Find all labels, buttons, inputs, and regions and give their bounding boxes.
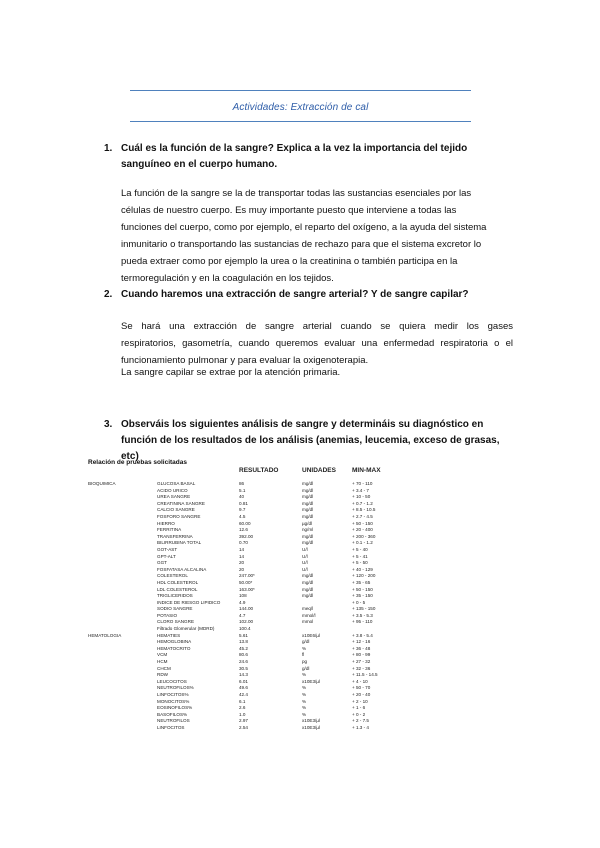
lab-header-cell: UNIDADES xyxy=(302,467,336,474)
lab-cell: 247.00* xyxy=(239,573,255,579)
lab-header-cell: RESULTADO xyxy=(239,467,279,474)
lab-cell: 144.00 xyxy=(239,606,254,612)
lab-table-row xyxy=(88,587,432,594)
lab-table-row xyxy=(88,646,432,653)
lab-cell: LDL COLESTEROL xyxy=(157,586,198,592)
answer-line: células de nuestro cuerpo. Es muy importante puesto que interviene a todas las xyxy=(121,205,457,216)
lab-table-row xyxy=(88,507,432,514)
lab-cell: U/l xyxy=(302,560,308,566)
lab-table-row xyxy=(88,666,432,673)
lab-cell xyxy=(88,606,157,613)
lab-cell: U/l xyxy=(302,546,308,552)
lab-cell: + 70 - 110 xyxy=(352,481,373,486)
question-number: 1. xyxy=(104,143,113,154)
lab-table-row xyxy=(88,699,432,706)
lab-cell xyxy=(88,725,157,732)
lab-cell: 24.6 xyxy=(239,659,248,665)
lab-cell: Filtrado Glomerular (MDRD) xyxy=(157,626,215,632)
lab-cell: % xyxy=(302,645,307,651)
lab-cell: mg/dl xyxy=(302,573,314,579)
lab-cell: + 1.3 - 4 xyxy=(352,724,369,730)
lab-cell: x10E3/µl xyxy=(302,678,320,684)
lab-cell: POTASIO xyxy=(157,612,178,618)
lab-cell xyxy=(88,534,157,541)
lab-table-row xyxy=(88,521,432,528)
lab-cell: + 120 - 200 xyxy=(352,573,376,579)
lab-cell xyxy=(88,613,157,620)
lab-cell xyxy=(88,507,157,514)
lab-cell: mg/dl xyxy=(302,593,314,599)
lab-cell: + 35 - 150 xyxy=(352,593,373,599)
lab-cell: 42.4 xyxy=(239,692,248,697)
lab-table-row xyxy=(88,488,432,495)
lab-cell: RDW xyxy=(157,672,168,678)
lab-cell: + 2.7 - 4.5 xyxy=(352,513,373,519)
lab-cell xyxy=(302,626,352,633)
answer-line: funcionamiento pulmonar y para evaluar la oxigenoterapia. xyxy=(121,355,369,366)
lab-table-row xyxy=(88,705,432,712)
lab-table-row xyxy=(88,639,432,646)
lab-table-row xyxy=(88,501,432,508)
lab-cell: 30.5 xyxy=(239,665,248,671)
lab-cell: VCM xyxy=(157,652,168,658)
lab-table-row xyxy=(88,534,432,541)
lab-cell: 392.00 xyxy=(239,533,254,539)
lab-cell xyxy=(88,540,157,547)
lab-cell: FOSFORO SANGRE xyxy=(157,513,201,519)
lab-cell: 20 xyxy=(239,560,245,566)
lab-cell: 108 xyxy=(239,593,247,599)
lab-cell: g/dl xyxy=(302,639,310,645)
lab-cell: 2.54 xyxy=(239,724,248,730)
lab-cell: U/l xyxy=(302,566,308,572)
answer-line: La sangre capilar se extrae por la atención primaria. xyxy=(121,367,341,378)
lab-cell xyxy=(88,685,157,692)
lab-cell: 0.70 xyxy=(239,540,248,546)
lab-cell xyxy=(88,626,157,633)
lab-cell: + 5 - 40 xyxy=(352,546,368,552)
answer-line: respiratorios, gasometría, cuando queremos evaluar una enfermedad respiratoria o el xyxy=(121,338,513,349)
lab-header-cell xyxy=(157,461,239,481)
lab-cell xyxy=(302,600,352,607)
lab-cell: 13.8 xyxy=(239,639,248,645)
lab-cell: + 0 - 2 xyxy=(352,711,366,717)
lab-header-cell xyxy=(88,461,157,481)
lab-table-row xyxy=(88,573,432,580)
lab-cell: 50.00* xyxy=(239,579,253,585)
lab-cell xyxy=(88,567,157,574)
lab-cell: GLUCOSA BASAL xyxy=(157,481,196,486)
question-text: Cuál es la función de la sangre? Explica a la vez la importancia del tejido sanguíneo en el cuerpo humano. xyxy=(121,143,468,170)
lab-table-row xyxy=(88,712,432,719)
lab-cell: + 8.5 - 10.5 xyxy=(352,507,376,513)
lab-cell: + 200 - 360 xyxy=(352,533,376,539)
lab-cell: LINFOCITOS% xyxy=(157,692,189,697)
lab-cell: CREATININA SANGRE xyxy=(157,500,205,506)
lab-cell: HEMATOCRITO xyxy=(157,645,191,651)
lab-report-title: Relación de pruebas solicitadas xyxy=(88,459,187,466)
lab-cell: 102.00 xyxy=(239,619,254,625)
lab-cell: + 0.7 - 1.2 xyxy=(352,500,373,506)
answer-line: termoregulación y en la coagulación en los tejidos. xyxy=(121,273,334,284)
answer-line: inmunitario o transportando las sustancias de rechazo para que el sistema excretor lo xyxy=(121,239,482,250)
lab-cell: mg/dl xyxy=(302,579,314,585)
lab-cell: + 135 - 150 xyxy=(352,606,376,612)
lab-cell xyxy=(88,692,157,699)
lab-cell: + 80 - 99 xyxy=(352,652,371,658)
lab-header-cell: MIN-MAX xyxy=(352,467,381,474)
lab-cell xyxy=(88,560,157,567)
lab-cell: 4.5 xyxy=(239,513,246,519)
lab-cell: mmol xyxy=(302,619,314,625)
answer-line: funciones del cuerpo, como por ejemplo, el reparto del oxígeno, a la ayuda del sistema xyxy=(121,222,487,233)
lab-table-row xyxy=(88,659,432,666)
lab-cell: BILIRRUBINA TOTAL xyxy=(157,540,202,546)
lab-cell: % xyxy=(302,705,307,711)
lab-cell: mg/dl xyxy=(302,494,314,500)
lab-cell: + 5 - 41 xyxy=(352,553,368,559)
lab-table-row xyxy=(88,514,432,521)
lab-cell: 163.00* xyxy=(239,586,255,592)
lab-cell: 45.2 xyxy=(239,645,248,651)
lab-cell: 40 xyxy=(239,494,245,500)
lab-cell: + 12 - 16 xyxy=(352,639,371,645)
lab-cell: % xyxy=(302,698,307,704)
lab-cell: + 40 - 129 xyxy=(352,566,373,572)
lab-cell: 12.6 xyxy=(239,527,248,533)
lab-cell: + 20 - 400 xyxy=(352,527,373,533)
lab-table-row xyxy=(88,540,432,547)
lab-cell: + 2 - 7.5 xyxy=(352,718,369,724)
lab-cell: mg/dl xyxy=(302,533,314,539)
lab-table-row xyxy=(88,527,432,534)
lab-table-row xyxy=(88,606,432,613)
lab-cell: + 3.4 - 7 xyxy=(352,487,369,493)
lab-cell: 6.01 xyxy=(239,678,248,684)
lab-table-row xyxy=(88,567,432,574)
lab-cell: CHCM xyxy=(157,665,171,671)
lab-table-row xyxy=(88,613,432,620)
lab-cell: + 5 - 50 xyxy=(352,560,368,566)
lab-cell xyxy=(88,580,157,587)
lab-cell: NEUTROFILOS xyxy=(157,718,190,724)
lab-cell xyxy=(88,699,157,706)
lab-cell: x10E3/µl xyxy=(302,718,320,724)
answer-line: La función de la sangre se la de transportar todas las sustancias esenciales por las xyxy=(121,188,472,199)
lab-cell: µg/dl xyxy=(302,520,313,526)
lab-cell xyxy=(88,666,157,673)
lab-cell: + 3.5 - 5.3 xyxy=(352,612,373,618)
lab-cell xyxy=(88,619,157,626)
lab-cell xyxy=(88,718,157,725)
lab-cell xyxy=(88,672,157,679)
lab-cell: + 2 - 10 xyxy=(352,698,368,704)
lab-cell: mg/dl xyxy=(302,540,314,546)
lab-cell xyxy=(88,501,157,508)
lab-table-row xyxy=(88,547,432,554)
lab-table-row xyxy=(88,672,432,679)
question-text: Cuando haremos una extracción de sangre arterial? Y de sangre capilar? xyxy=(121,289,469,300)
lab-table-row xyxy=(88,652,432,659)
lab-cell xyxy=(88,705,157,712)
lab-cell: 5.61 xyxy=(239,632,248,638)
lab-table-row xyxy=(88,560,432,567)
lab-cell: + 0 - 5 xyxy=(352,599,366,605)
lab-cell: 9.7 xyxy=(239,507,246,513)
lab-cell: g/dl xyxy=(302,665,310,671)
lab-cell: mmol/l xyxy=(302,612,316,618)
lab-table-row xyxy=(88,593,432,600)
lab-cell: HCM xyxy=(157,659,168,665)
lab-cell xyxy=(352,626,432,633)
lab-table-row xyxy=(88,685,432,692)
lab-cell: x10E3/µl xyxy=(302,724,320,730)
lab-cell xyxy=(88,573,157,580)
lab-cell: 86 xyxy=(239,481,245,486)
lab-cell xyxy=(88,712,157,719)
lab-cell: 60.00 xyxy=(239,520,251,526)
lab-cell: 14 xyxy=(239,553,245,559)
question-number: 3. xyxy=(104,419,113,430)
lab-cell: 14 xyxy=(239,546,245,552)
lab-cell: 4.9 xyxy=(239,599,246,605)
lab-cell: mg/dl xyxy=(302,487,314,493)
lab-cell: COLESTEROL xyxy=(157,573,188,579)
lab-cell: CALCIO SANGRE xyxy=(157,507,195,513)
lab-cell: 5.1 xyxy=(239,487,246,493)
lab-table-row xyxy=(88,580,432,587)
lab-table-row xyxy=(88,619,432,626)
lab-cell: EOSINOFILOS% xyxy=(157,705,193,711)
lab-cell xyxy=(88,554,157,561)
lab-cell xyxy=(88,527,157,534)
lab-cell: 49.6 xyxy=(239,685,248,691)
lab-cell: 1.0 xyxy=(239,711,246,717)
lab-table-header xyxy=(88,461,432,481)
lab-cell: 2.97 xyxy=(239,718,248,724)
lab-cell: + 95 - 110 xyxy=(352,619,373,625)
lab-cell: mg/dl xyxy=(302,586,314,592)
lab-cell: + 4 - 10 xyxy=(352,678,368,684)
lab-cell: HEMATIES xyxy=(157,632,181,638)
lab-cell: mg/dl xyxy=(302,481,314,486)
lab-cell: LINFOCITOS xyxy=(157,724,185,730)
lab-cell: + 1 - 6 xyxy=(352,705,366,711)
lab-report-table xyxy=(88,461,488,732)
lab-cell: + 27 - 32 xyxy=(352,659,371,665)
lab-cell: U/l xyxy=(302,553,308,559)
lab-cell: FERRITINA xyxy=(157,527,182,533)
lab-cell: pg xyxy=(302,659,308,665)
lab-table-row xyxy=(88,554,432,561)
lab-cell xyxy=(88,646,157,653)
lab-cell: LEUCOCITOS xyxy=(157,678,187,684)
lab-table-row xyxy=(88,494,432,501)
lab-cell xyxy=(88,679,157,686)
lab-cell: ng/ml xyxy=(302,527,314,533)
lab-cell: INDICE DE RIESGO LIPIDICO xyxy=(157,599,221,605)
lab-table-row xyxy=(88,600,432,607)
lab-cell: 6.1 xyxy=(239,698,246,704)
lab-cell: + 3.8 - 5.4 xyxy=(352,632,373,638)
lab-cell: BIOQUIMICA xyxy=(88,481,116,486)
lab-cell: HEMOGLOBINA xyxy=(157,639,192,645)
lab-cell: 14.3 xyxy=(239,672,248,678)
page-title: Actividades: Extracción de cal xyxy=(232,102,369,113)
lab-cell: 2.6 xyxy=(239,705,246,711)
lab-cell: MONOCITOS% xyxy=(157,698,190,704)
lab-table-row xyxy=(88,626,432,633)
lab-table-row xyxy=(88,481,432,488)
lab-cell: % xyxy=(302,711,307,717)
lab-cell: + 20 - 40 xyxy=(352,692,371,697)
lab-cell: + 10 - 50 xyxy=(352,494,371,500)
lab-cell: + 35 - 65 xyxy=(352,579,371,585)
lab-cell: HEMATOLOGIA xyxy=(88,632,122,638)
answer-line: pueda extraer como por ejemplo la urea o la creatinina o también participa en la xyxy=(121,256,458,267)
lab-cell: CLORO SANGRE xyxy=(157,619,195,625)
lab-cell xyxy=(88,514,157,521)
lab-cell: TRIGLICERIDOS xyxy=(157,593,193,599)
lab-table-row xyxy=(88,692,432,699)
lab-cell: % xyxy=(302,672,307,678)
lab-cell: + 0.1 - 1.2 xyxy=(352,540,373,546)
lab-cell: GOT-AST xyxy=(157,546,178,552)
lab-cell: 20 xyxy=(239,566,245,572)
lab-table-row xyxy=(88,718,432,725)
lab-cell: % xyxy=(302,692,307,697)
header-rule-bottom xyxy=(130,121,471,122)
lab-cell: 4.7 xyxy=(239,612,246,618)
question-text: Observáis los siguientes análisis de sangre y determináis su diagnóstico en función de los resultados de los análisis (anemias, leucemia, exceso de grasas, etc) xyxy=(121,419,500,462)
answer-line: Se hará una extracción de sangre arterial cuando se quiera medir los gases xyxy=(121,321,513,332)
lab-cell xyxy=(88,547,157,554)
lab-cell: + 36 - 48 xyxy=(352,645,371,651)
lab-cell: x10E6/µl xyxy=(302,632,320,638)
lab-cell xyxy=(88,652,157,659)
header-rule-top xyxy=(130,90,471,91)
lab-cell xyxy=(88,659,157,666)
lab-table-row xyxy=(88,679,432,686)
lab-table-row xyxy=(88,725,432,732)
lab-cell xyxy=(88,488,157,495)
lab-cell: 80.6 xyxy=(239,652,248,658)
lab-cell: mg/dl xyxy=(302,507,314,513)
lab-cell: + 11.5 - 14.5 xyxy=(352,672,378,678)
lab-cell xyxy=(88,521,157,528)
lab-cell: ACIDO URICO xyxy=(157,487,188,493)
lab-cell: 0.81 xyxy=(239,500,248,506)
lab-table-row xyxy=(88,633,432,640)
lab-cell: TRANSFERRINA xyxy=(157,533,193,539)
lab-cell: + 50 - 150 xyxy=(352,586,373,592)
lab-cell: SODIO SANGRE xyxy=(157,606,193,612)
lab-cell: NEUTROFILOS% xyxy=(157,685,194,691)
lab-cell: + 50 - 70 xyxy=(352,685,371,691)
lab-cell: + 32 - 36 xyxy=(352,665,371,671)
lab-cell: meq/l xyxy=(302,606,314,612)
question-number: 2. xyxy=(104,289,113,300)
lab-cell: + 50 - 150 xyxy=(352,520,373,526)
lab-cell xyxy=(88,593,157,600)
lab-cell: mg/dl xyxy=(302,513,314,519)
lab-cell: UREA SANGRE xyxy=(157,494,191,500)
lab-cell: GPT-ALT xyxy=(157,553,176,559)
lab-cell: FOSFATASA ALCALINA xyxy=(157,566,207,572)
lab-cell: mg/dl xyxy=(302,500,314,506)
lab-cell: HIERRO xyxy=(157,520,175,526)
lab-cell xyxy=(88,587,157,594)
lab-cell: 100.4 xyxy=(239,626,251,632)
lab-cell xyxy=(88,600,157,607)
lab-cell: fl xyxy=(302,652,305,658)
lab-cell: GGT xyxy=(157,560,167,566)
lab-cell: BASOFILOS% xyxy=(157,711,188,717)
lab-cell: HDL COLESTEROL xyxy=(157,579,199,585)
lab-cell xyxy=(88,494,157,501)
lab-cell xyxy=(88,639,157,646)
lab-cell: % xyxy=(302,685,307,691)
